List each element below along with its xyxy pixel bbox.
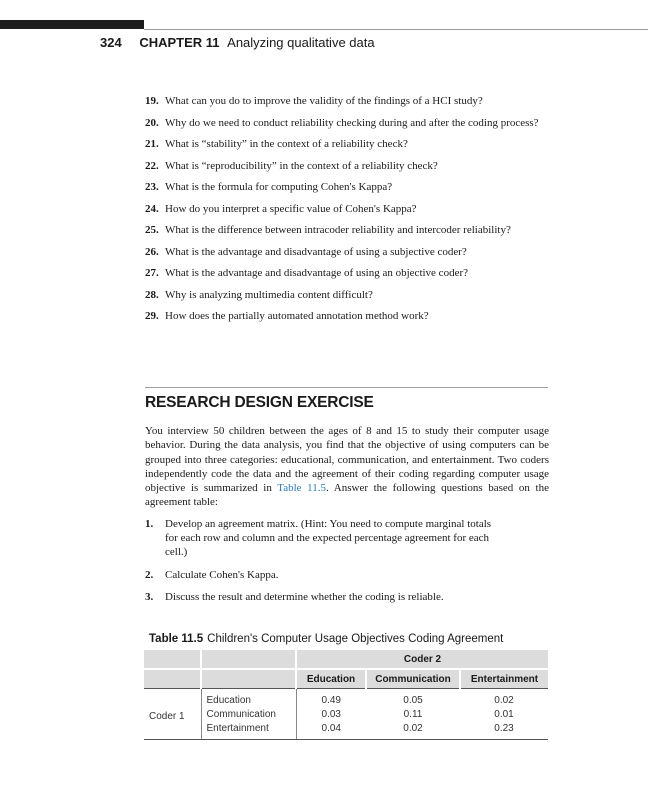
- question-text: Why do we need to conduct reliability checking during and after the coding process?: [165, 116, 539, 129]
- table-cell: 0.05: [403, 694, 423, 706]
- table-cell: 0.03: [296, 707, 366, 721]
- exercise-text: Calculate Cohen's Kappa.: [165, 568, 279, 581]
- question-text: What is the advantage and disadvantage of using a subjective coder?: [165, 245, 467, 258]
- question-text: What is “stability” in the context of a reliability check?: [165, 138, 408, 150]
- header-empty-cell: [201, 650, 296, 669]
- question-text: What is the advantage and disadvantage of using an objective coder?: [165, 267, 468, 279]
- exercise-item: [145, 517, 525, 559]
- table-row: [144, 707, 548, 721]
- exercise-text: Discuss the result and determine whether the coding is reliable.: [165, 591, 444, 603]
- page-number: 324: [100, 35, 122, 50]
- question-item: [145, 223, 555, 237]
- header-empty-cell: [144, 650, 201, 669]
- coder2-header: Coder 2: [296, 650, 548, 669]
- column-header: Education: [296, 669, 366, 689]
- question-number: 25.: [145, 224, 159, 236]
- question-number: 28.: [145, 288, 159, 301]
- table-title: Children's Computer Usage Objectives Coding Agreement: [207, 633, 504, 645]
- exercise-list: [145, 517, 525, 613]
- question-text: What can you do to improve the validity of the findings of a HCI study?: [165, 95, 483, 107]
- table-cell: 0.23: [460, 721, 548, 740]
- question-number: 26.: [145, 245, 159, 258]
- header-rule: [144, 29, 648, 30]
- exercise-number: 1.: [145, 518, 154, 530]
- section-title: RESEARCH DESIGN EXERCISE: [145, 394, 374, 411]
- question-item: [145, 116, 555, 130]
- question-number: 19.: [145, 95, 159, 107]
- row-label: Communication: [201, 707, 296, 721]
- exercise-item: [145, 568, 525, 582]
- table-reference-link[interactable]: Table 11.5: [277, 482, 327, 495]
- table-row: [144, 721, 548, 740]
- question-text: What is the formula for computing Cohen's Kappa?: [165, 181, 393, 193]
- question-item: [145, 202, 555, 216]
- agreement-table: [144, 650, 548, 740]
- table-row: [144, 689, 548, 708]
- chapter-title: Analyzing qualitative data: [227, 35, 375, 50]
- question-text: What is “reproducibility” in the context of a reliability check?: [165, 159, 438, 172]
- column-header: Communication: [366, 669, 460, 689]
- header-empty-cell: [144, 669, 201, 689]
- question-number: 29.: [145, 310, 159, 322]
- question-number: 21.: [145, 138, 159, 150]
- exercise-number: 2.: [145, 568, 154, 581]
- table-caption: [149, 633, 503, 645]
- row-label: Education: [201, 689, 296, 708]
- exercise-paragraph: [145, 424, 549, 510]
- question-list: [145, 94, 555, 331]
- question-item: [145, 288, 555, 302]
- question-item: [145, 180, 555, 194]
- table-cell: 0.02: [366, 721, 460, 740]
- exercise-item: [145, 590, 525, 604]
- paragraph-text-after: . Answer the following questions based on the agreement table:: [145, 482, 549, 509]
- table-cell: 0.02: [494, 694, 514, 706]
- question-text: How do you interpret a specific value of Cohen's Kappa?: [165, 202, 417, 215]
- table-cell: 0.01: [494, 708, 514, 720]
- question-text: What is the difference between intracoder reliability and intercoder reliability?: [165, 224, 511, 236]
- question-text: Why is analyzing multimedia content difficult?: [165, 288, 373, 301]
- question-item: [145, 309, 555, 323]
- exercise-number: 3.: [145, 591, 154, 603]
- question-item: [145, 94, 555, 108]
- running-header: [100, 35, 375, 50]
- exercise-text: Develop an agreement matrix. (Hint: You need to compute marginal totals for each row and column and the expected percentage agreement for each cell.): [165, 518, 492, 558]
- table-cell: 0.11: [403, 708, 423, 720]
- table-cell: 0.49: [296, 689, 366, 708]
- question-item: [145, 245, 555, 259]
- paragraph-text-before: You interview 50 children between the ages of 8 and 15 to study their computer usage behavior. During the data analysis, you find that the objective of using computers can be grouped into three categories: educational, communication, and entertainment. Two coders independently code the data and the agreement of their coding regarding computer usage objective is summarized in: [145, 425, 549, 495]
- question-number: 23.: [145, 181, 159, 193]
- question-number: 22.: [145, 159, 159, 172]
- header-bar: [0, 20, 144, 29]
- question-number: 27.: [145, 267, 159, 279]
- question-number: 20.: [145, 116, 159, 129]
- coder1-label: Coder 1: [144, 689, 201, 740]
- table-column-header-row: [144, 669, 548, 689]
- question-item: [145, 159, 555, 173]
- row-label: Entertainment: [201, 721, 296, 740]
- table-header-row: [144, 650, 548, 669]
- table-cell: 0.04: [296, 721, 366, 740]
- question-item: [145, 266, 555, 280]
- question-item: [145, 137, 555, 151]
- header-empty-cell: [201, 669, 296, 689]
- question-text: How does the partially automated annotation method work?: [165, 310, 429, 322]
- question-number: 24.: [145, 202, 159, 215]
- table-label: Table 11.5: [149, 633, 204, 645]
- column-header: Entertainment: [460, 669, 548, 689]
- chapter-label: CHAPTER 11: [139, 35, 220, 50]
- section-divider: [145, 387, 548, 388]
